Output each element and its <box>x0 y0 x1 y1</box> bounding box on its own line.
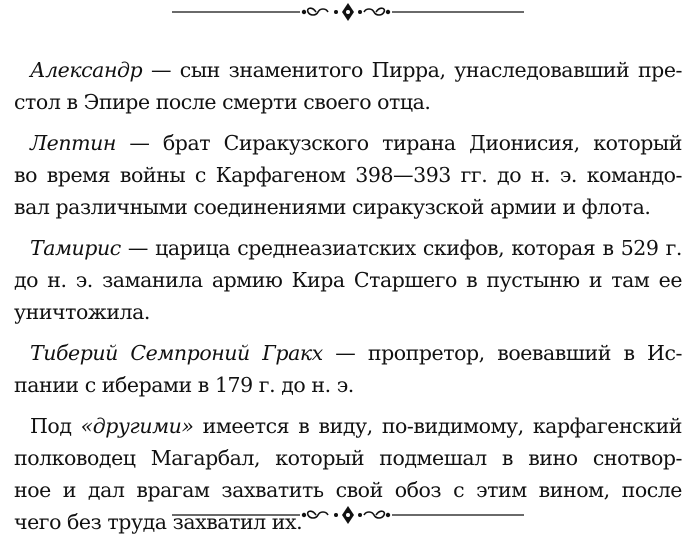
line-text: — сын знаменитого Пирра, унаследовавший пре- <box>142 58 682 82</box>
text-line: уничтожила. <box>14 300 150 324</box>
note-paragraph <box>14 54 682 118</box>
text-line: стол в Эпире после смерти своего отца. <box>14 90 431 114</box>
page-body <box>14 54 682 547</box>
text-line <box>14 127 682 159</box>
scroll-flourish-icon <box>0 503 696 527</box>
line-prefix: Под <box>30 414 81 438</box>
note-term: Тамирис <box>30 236 121 260</box>
note-paragraph <box>14 127 682 223</box>
text-line <box>14 232 682 264</box>
scroll-flourish-icon <box>0 0 696 24</box>
note-term: Тиберий Семпроний Гракх <box>30 341 323 365</box>
bottom-ornament-divider <box>0 503 696 527</box>
note-paragraph <box>14 337 682 401</box>
line-text: — брат Сиракузского тирана Дионисия, который <box>115 131 682 155</box>
note-term: Лептин <box>30 131 116 155</box>
line-text: — пропретор, воевавший в Ис- <box>322 341 682 365</box>
text-line: чего без труда захватил их. <box>14 510 303 534</box>
text-line <box>14 54 682 86</box>
text-line: во время войны с Карфагеном 398—393 гг. до н. э. командо- <box>14 163 682 187</box>
text-line: вал различными соединениями сиракузской армии и флота. <box>14 195 651 219</box>
top-ornament-divider <box>0 0 696 24</box>
note-term: «другими» <box>80 414 194 438</box>
line-text: — царица среднеазиатских скифов, которая в 529 г. <box>120 236 682 260</box>
text-line <box>14 337 682 369</box>
text-line <box>14 410 682 442</box>
note-paragraph <box>14 232 682 328</box>
note-term: Александр <box>30 58 143 82</box>
text-line: ное и дал врагам захватить свой обоз с этим вином, после <box>14 478 682 502</box>
line-text: имеется в виду, по-видимому, карфагенский <box>193 414 682 438</box>
text-line: до н. э. заманила армию Кира Старшего в пустыню и там ее <box>14 268 682 292</box>
text-line: пании с иберами в 179 г. до н. э. <box>14 373 354 397</box>
text-line: полководец Магарбал, который подмешал в вино снотвор- <box>14 446 682 470</box>
